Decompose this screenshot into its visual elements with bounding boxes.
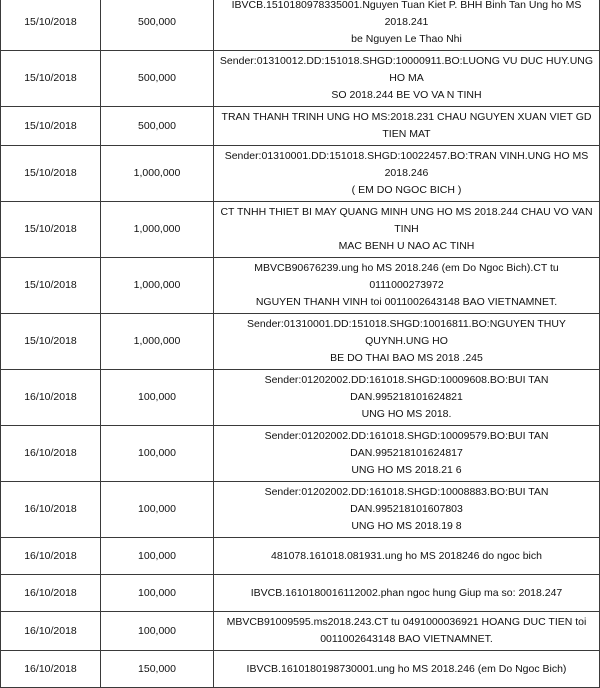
description-cell <box>214 0 600 51</box>
amount-cell: 100,000 <box>101 370 214 426</box>
description-line: IBVCB.1610180016112002.phan ngoc hung Giup ma so: 2018.247 <box>250 586 563 599</box>
description-line: Sender:01310001.DD:151018.SHGD:10022457.BO:TRAN VINH.UNG HO MS 2018.246 <box>224 150 589 179</box>
description-line: Sender:01202002.DD:161018.SHGD:10009579.BO:BUI TAN DAN.995218101624817 <box>264 430 549 459</box>
description-line: be Nguyen Le Thao Nhi <box>351 33 462 45</box>
date-cell: 16/10/2018 <box>1 426 101 482</box>
date-cell: 15/10/2018 <box>1 51 101 107</box>
description-cell <box>214 146 600 202</box>
table-row <box>1 426 600 482</box>
description-line: Sender:01202002.DD:161018.SHGD:10009608.BO:BUI TAN DAN.995218101624821 <box>264 374 549 403</box>
date-cell: 15/10/2018 <box>1 314 101 370</box>
amount-cell: 1,000,000 <box>101 202 214 258</box>
amount-cell: 1,000,000 <box>101 314 214 370</box>
description-cell <box>214 370 600 426</box>
description-line: Sender:01310001.DD:151018.SHGD:10016811.BO:NGUYEN THUY QUYNH.UNG HO <box>247 318 566 347</box>
description-line: UNG HO MS 2018. <box>361 408 452 420</box>
donation-table-body <box>1 0 600 688</box>
date-cell: 15/10/2018 <box>1 146 101 202</box>
description-cell <box>214 538 600 575</box>
description-line: MAC BENH U NAO AC TINH <box>338 240 475 252</box>
date-cell: 16/10/2018 <box>1 575 101 612</box>
description-cell <box>214 612 600 651</box>
description-line: NGUYEN THANH VINH toi 0011002643148 BAO VIETNAMNET. <box>255 296 558 308</box>
description-cell <box>214 651 600 688</box>
date-cell: 15/10/2018 <box>1 258 101 314</box>
description-line: MBVCB90676239.ung ho MS 2018.246 (em Do Ngoc Bich).CT tu 0111000273972 <box>254 262 559 291</box>
description-line: 0011002643148 BAO VIETNAMNET. <box>320 633 493 645</box>
table-row <box>1 107 600 146</box>
date-cell: 15/10/2018 <box>1 202 101 258</box>
description-line: Sender:01310012.DD:151018.SHGD:10000911.BO:LUONG VU DUC HUY.UNG HO MA <box>219 55 594 84</box>
description-line: Sender:01202002.DD:161018.SHGD:10008883.BO:BUI TAN DAN.995218101607803 <box>264 486 549 515</box>
description-line: CT TNHH THIET BI MAY QUANG MINH UNG HO MS 2018.244 CHAU VO VAN TINH <box>220 206 593 235</box>
amount-cell: 100,000 <box>101 426 214 482</box>
table-row <box>1 575 600 612</box>
amount-cell: 1,000,000 <box>101 258 214 314</box>
table-row <box>1 202 600 258</box>
amount-cell: 1,000,000 <box>101 146 214 202</box>
table-row <box>1 314 600 370</box>
description-line: SO 2018.244 BE VO VA N TINH <box>331 89 482 101</box>
date-cell: 16/10/2018 <box>1 612 101 651</box>
amount-cell: 500,000 <box>101 107 214 146</box>
amount-cell: 100,000 <box>101 538 214 575</box>
description-cell <box>214 202 600 258</box>
description-cell <box>214 482 600 538</box>
description-line: BE DO THAI BAO MS 2018 .245 <box>330 352 483 364</box>
table-row <box>1 146 600 202</box>
date-cell: 15/10/2018 <box>1 0 101 51</box>
amount-cell: 100,000 <box>101 612 214 651</box>
description-line: IBVCB.1510180978335001.Nguyen Tuan Kiet P. BHH Binh Tan Ung ho MS 2018.241 <box>231 0 582 28</box>
date-cell: 15/10/2018 <box>1 107 101 146</box>
amount-cell: 100,000 <box>101 575 214 612</box>
description-line: ( EM DO NGOC BICH ) <box>351 184 462 196</box>
description-line: 481078.161018.081931.ung ho MS 2018246 do ngoc bich <box>271 549 542 562</box>
table-row <box>1 651 600 688</box>
description-cell <box>214 314 600 370</box>
table-row <box>1 0 600 51</box>
description-line: MBVCB91009595.ms2018.243.CT tu 0491000036921 HOANG DUC TIEN toi <box>226 616 587 628</box>
table-row <box>1 258 600 314</box>
table-row <box>1 51 600 107</box>
description-line: IBVCB.1610180198730001.ung ho MS 2018.246 (em Do Ngoc Bich) <box>246 662 567 675</box>
table-row <box>1 370 600 426</box>
amount-cell: 500,000 <box>101 0 214 51</box>
date-cell: 16/10/2018 <box>1 651 101 688</box>
table-row <box>1 482 600 538</box>
date-cell: 16/10/2018 <box>1 370 101 426</box>
table-row <box>1 538 600 575</box>
date-cell: 16/10/2018 <box>1 538 101 575</box>
description-cell <box>214 575 600 612</box>
description-line: UNG HO MS 2018.19 8 <box>351 520 462 532</box>
description-cell <box>214 258 600 314</box>
amount-cell: 100,000 <box>101 482 214 538</box>
date-cell: 16/10/2018 <box>1 482 101 538</box>
description-line: TRAN THANH TRINH UNG HO MS:2018.231 CHAU NGUYEN XUAN VIET GD TIEN MAT <box>221 111 592 140</box>
description-line: UNG HO MS 2018.21 6 <box>351 464 462 476</box>
amount-cell: 500,000 <box>101 51 214 107</box>
description-cell <box>214 51 600 107</box>
amount-cell: 150,000 <box>101 651 214 688</box>
table-row <box>1 612 600 651</box>
description-cell <box>214 426 600 482</box>
description-cell <box>214 107 600 146</box>
